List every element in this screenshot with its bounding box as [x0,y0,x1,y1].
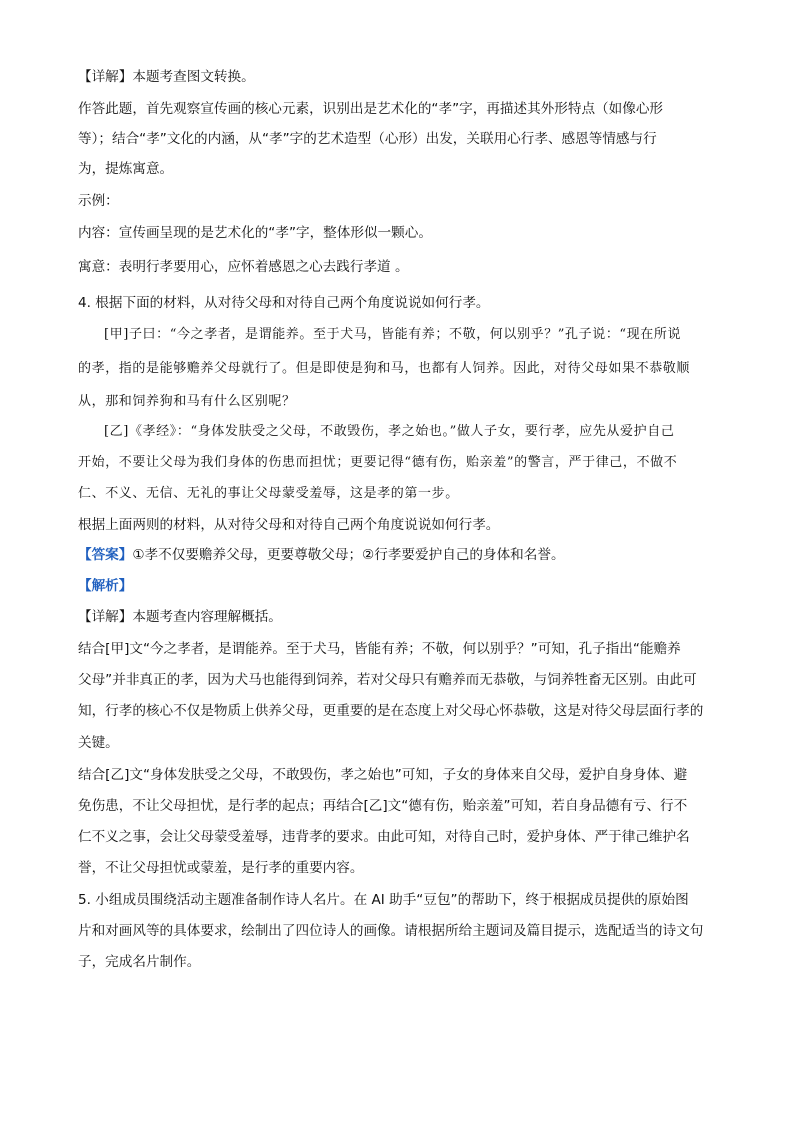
material-yi-line-2: 开始，不要让父母为我们身体的伤患而担忧；更要记得“德有伤，贻亲羞”的警言，严于律己，不做不 [78,455,678,470]
para-a-line-1: 结合[甲]文“今之孝者，是谓能养。至于犬马，皆能有养；不敬，何以别乎？”可知，孔子指出“能赡养 [78,641,681,657]
para-b-line-1: 结合[乙]文“身体发肤受之父母，不敢毁伤，孝之始也”可知，子女的身体来自父母，爱护自身身体、避 [78,767,688,783]
detail-text: 本题考查图文转换。 [132,69,255,85]
material-jia-line-3: 从，那和饲养狗和马有什么区别呢？ [78,394,296,409]
para-a-line-4: 关键。 [78,735,119,751]
detail-heading-1 [78,68,255,86]
material-jia-line-1: [甲]子曰：“今之孝者，是谓能养。至于犬马，皆能有养；不敬，何以别乎？”孔子说：“现在所说 [104,327,682,342]
para-b-line-4: 誉，不让父母担忧或蒙羞，是行孝的重要内容。 [78,860,364,876]
answer-tag: 【答案】 [78,547,133,563]
para-b-line-2: 免伤患，不让父母担忧，是行孝的起点；再结合[乙]文“德有伤，贻亲羞”可知，若自身品德有亏、行不 [78,798,688,814]
material-yi-line-1: [乙]《孝经》：“身体发肤受之父母，不敢毁伤，孝之始也。”做人子女，要行孝，应先从爱护自己 [104,424,675,439]
q4-question: 根据上面两则的材料，从对待父母和对待自己两个角度说说如何行孝。 [78,517,500,533]
para-a-line-2: 父母”并非真正的孝，因为犬马也能得到饲养，若对父母只有赡养而无恭敬，与饲养牲畜无区别。由此可 [78,672,697,688]
para1-line-1: 作答此题，首先观察宣传画的核心元素，识别出是艺术化的“孝”字，再描述其外形特点（如像心形 [78,101,664,117]
q5-line-2: 片和对画风等的具体要求，绘制出了四位诗人的画像。请根据所给主题词及篇目提示，选配适当的诗文句 [78,923,704,939]
material-yi-line-3: 仁、不义、无信、无礼的事让父母蒙受羞辱，这是孝的第一步。 [78,486,459,501]
content-line: 内容：宣传画呈现的是艺术化的“孝”字，整体形似一颗心。 [78,225,432,241]
para1-line-3: 为，提炼寓意。 [78,161,174,177]
answer-line [78,546,565,564]
para-a-line-3: 知，行孝的核心不仅是物质上供养父母，更重要的是在态度上对父母心怀恭敬，这是对待父母层面行孝的 [78,703,704,719]
detail-heading-2 [78,608,282,626]
meaning-line: 寓意：表明行孝要用心，应怀着感恩之心去践行孝道 。 [78,259,409,275]
answer-text: ①孝不仅要赡养父母，更要尊敬父母；②行孝要爱护自己的身体和名誉。 [132,547,565,563]
detail-tag: 【详解】 [78,69,133,85]
analysis-tag: 【解析】 [78,578,133,594]
detail-text-2: 本题考查内容理解概括。 [132,609,282,625]
q4-title: 4. 根据下面的材料，从对待父母和对待自己两个角度说说如何行孝。 [78,295,490,311]
material-jia-line-2: 的孝，指的是能够赡养父母就行了。但是即使是狗和马，也都有人饲养。因此，对待父母如果不恭敬顺 [78,361,691,376]
q5-line-3: 子，完成名片制作。 [78,954,201,970]
example-label: 示例： [78,193,119,209]
q5-line-1: 5. 小组成员围绕活动主题准备制作诗人名片。在 AI 助手“豆包”的帮助下，终于根据成员提供的原始图 [78,892,689,908]
detail-tag-2: 【详解】 [78,609,133,625]
para1-line-2: 等）；结合“孝”文化的内涵，从“孝”字的艺术造型（心形）出发，关联用心行孝、感恩等情感与行 [78,131,657,147]
para-b-line-3: 仁不义之事，会让父母蒙受羞辱，违背孝的要求。由此可知，对待自己时，爱护身体、严于律己维护名 [78,829,690,845]
analysis-line [78,577,132,595]
